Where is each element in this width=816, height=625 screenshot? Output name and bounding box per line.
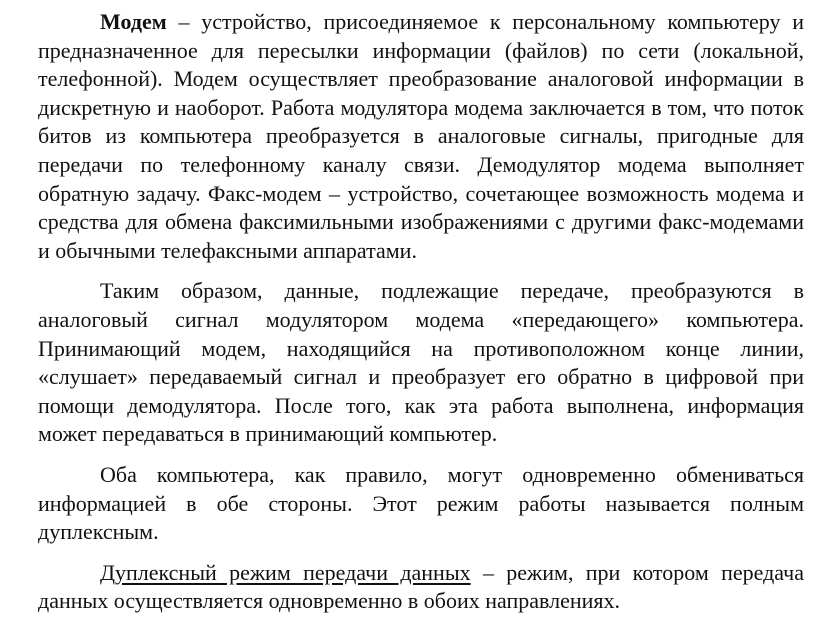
paragraph-text: – режим, при котором передача данных осуществляется одновременно в обоих направлениях.	[38, 559, 804, 614]
term-modem: Модем	[100, 9, 167, 34]
paragraph-full-duplex	[38, 461, 804, 547]
paragraph-text: – устройство, присоединяемое к персональному компьютеру и предназначенное для пересылки информации (файлов) по сети (локальной, телефонной). Модем осуществляет преобразование аналоговой информации в дискретную и наоборот. Работа модулятора модема заключается в том, что поток битов из компьютера преобразуется в аналоговые сигналы, пригодные для передачи по телефонному каналу связи. Демодулятор модема выполняет обратную задачу. Факс-модем – устройство, сочетающее возможность модема и средства для обмена факсимильными изображениями с другими факс-модемами и обычными телефаксными аппаратами.	[38, 9, 804, 263]
paragraph-duplex-definition	[38, 559, 804, 616]
paragraph-text: Оба компьютера, как правило, могут одновременно обмениваться информацией в обе стороны. Этот режим работы называется полным дуплексным.	[38, 461, 804, 545]
document-page	[38, 8, 804, 616]
term-duplex-mode: Дуплексный режим передачи данных	[100, 559, 471, 585]
paragraph-text: Таким образом, данные, подлежащие передаче, преобразуются в аналоговый сигнал модулятором модема «передающего» компьютера. Принимающий модем, находящийся на противоположном конце линии, «слушает» передаваемый сигнал и преобразует его обратно в цифровой при помощи демодулятора. После того, как эта работа выполнена, информация может передаваться в принимающий компьютер.	[38, 278, 804, 447]
paragraph-data-transmission	[38, 277, 804, 449]
paragraph-modem-definition	[38, 8, 804, 265]
